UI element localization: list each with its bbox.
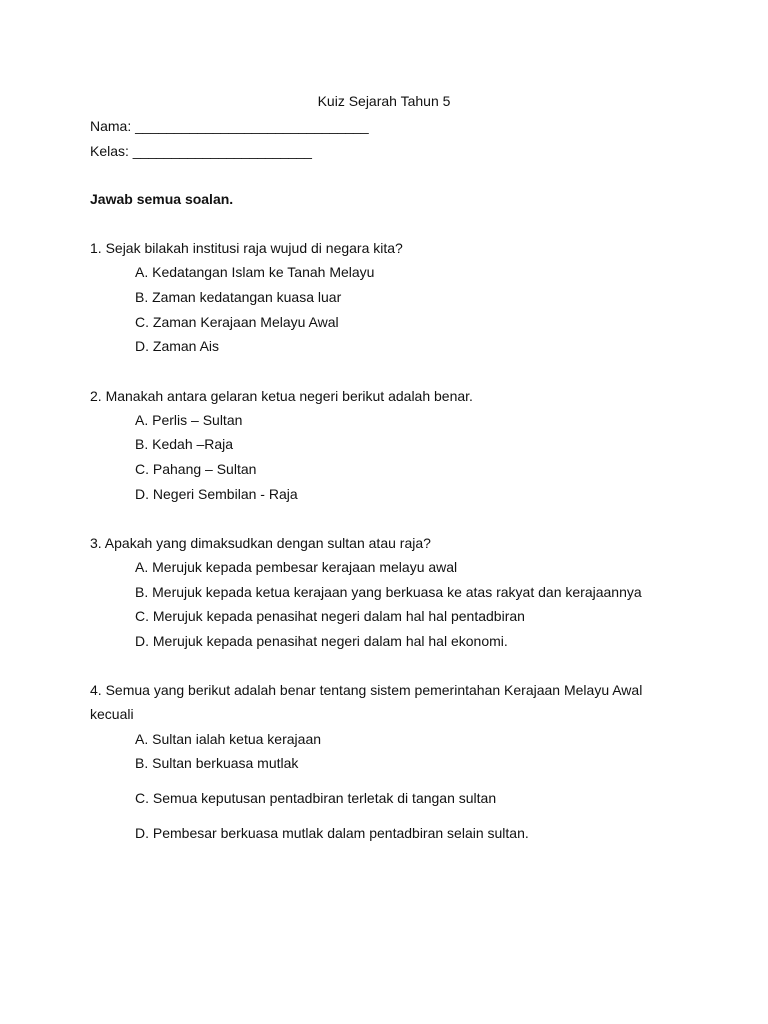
- question-1-text: 1. Sejak bilakah institusi raja wujud di negara kita?: [90, 240, 403, 256]
- question-4-option-b: B. Sultan berkuasa mutlak: [135, 755, 299, 771]
- page-title: Kuiz Sejarah Tahun 5: [317, 93, 451, 109]
- question-1-option-d: D. Zaman Ais: [135, 338, 220, 354]
- question-2-option-b: B. Kedah –Raja: [135, 436, 234, 452]
- question-2-option-d: D. Negeri Sembilan - Raja: [135, 486, 298, 502]
- question-2-text: 2. Manakah antara gelaran ketua negeri berikut adalah benar.: [90, 388, 473, 404]
- name-field-label: Nama: ______________________________: [90, 118, 369, 134]
- question-4-text-continued: kecuali: [90, 706, 134, 722]
- question-2-option-a: A. Perlis – Sultan: [135, 412, 243, 428]
- question-1-option-b: B. Zaman kedatangan kuasa luar: [135, 289, 342, 305]
- question-3-option-d: D. Merujuk kepada penasihat negeri dalam hal hal ekonomi.: [135, 633, 508, 649]
- question-4-text: 4. Semua yang berikut adalah benar tentang sistem pemerintahan Kerajaan Melayu Awal: [90, 682, 643, 698]
- question-1-option-c: C. Zaman Kerajaan Melayu Awal: [135, 314, 339, 330]
- question-4-option-d: D. Pembesar berkuasa mutlak dalam pentadbiran selain sultan.: [135, 825, 529, 841]
- question-3-text: 3. Apakah yang dimaksudkan dengan sultan atau raja?: [90, 535, 431, 551]
- question-2-option-c: C. Pahang – Sultan: [135, 461, 257, 477]
- question-1-option-a: A. Kedatangan Islam ke Tanah Melayu: [135, 264, 375, 280]
- question-3-option-b: B. Merujuk kepada ketua kerajaan yang berkuasa ke atas rakyat dan kerajaannya: [135, 584, 642, 600]
- instruction: Jawab semua soalan.: [90, 191, 234, 207]
- question-3-option-a: A. Merujuk kepada pembesar kerajaan melayu awal: [135, 559, 458, 575]
- question-4-option-c: C. Semua keputusan pentadbiran terletak di tangan sultan: [135, 790, 497, 806]
- question-4-option-a: A. Sultan ialah ketua kerajaan: [135, 731, 322, 747]
- class-field-label: Kelas: _______________________: [90, 143, 312, 159]
- question-3-option-c: C. Merujuk kepada penasihat negeri dalam hal hal pentadbiran: [135, 608, 525, 624]
